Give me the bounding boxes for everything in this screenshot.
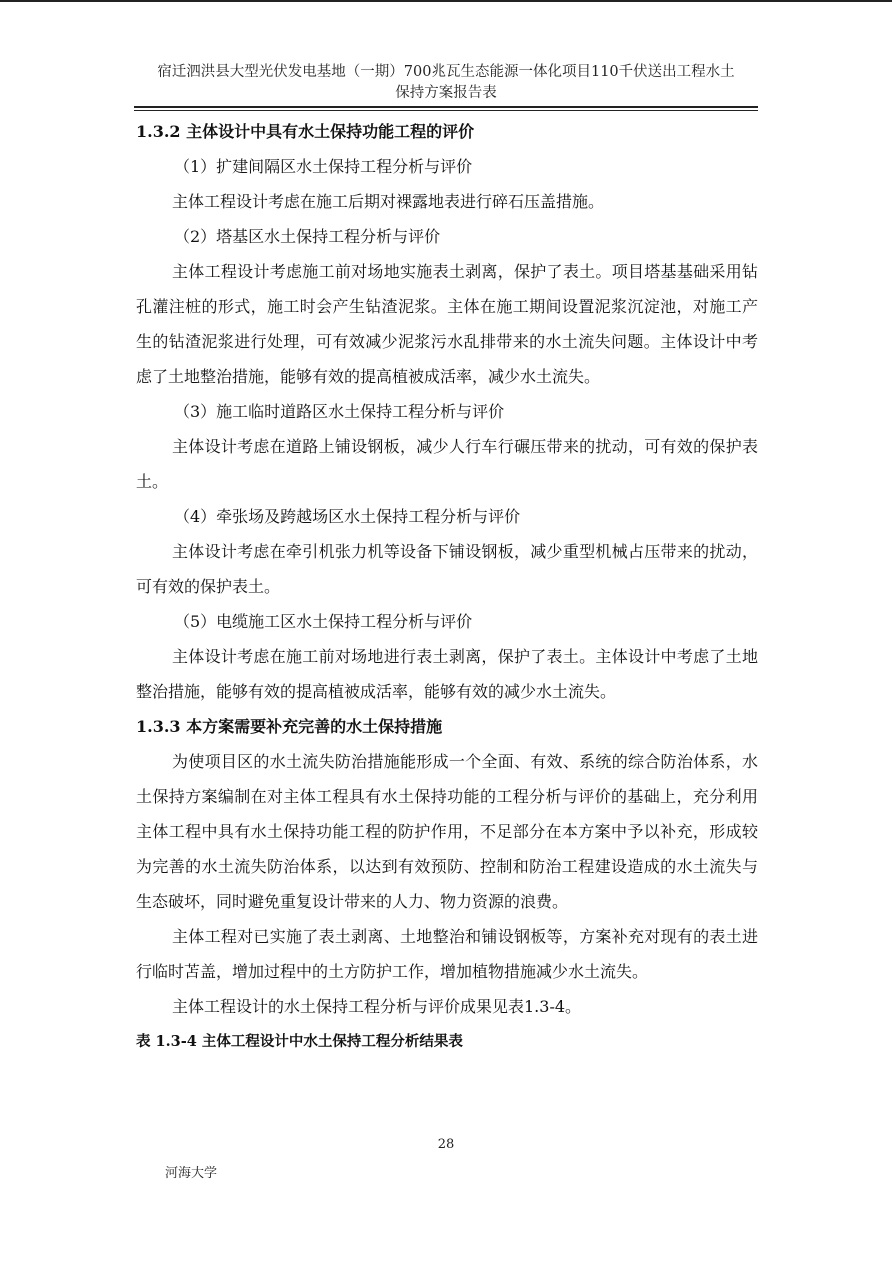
item-title: （1）扩建间隔区水土保持工程分析与评价 <box>174 157 473 176</box>
paragraph: 主体工程对已实施了表土剥离、土地整治和铺设钢板等，方案补充对现有的表土进行临时苫盖，增加过程中的土方防护工作，增加植物措施减少水土流失。 <box>136 927 758 981</box>
section-heading-1-3-2: 1.3.2 主体设计中具有水土保持功能工程的评价 <box>136 122 475 141</box>
item-paragraph: 主体设计考虑在牵引机张力机等设备下铺设钢板，减少重型机械占压带来的扰动，可有效的保护表土。 <box>136 542 758 596</box>
item-title: （2）塔基区水土保持工程分析与评价 <box>174 227 441 246</box>
item-title: （3）施工临时道路区水土保持工程分析与评价 <box>174 402 505 421</box>
paragraph: 为使项目区的水土流失防治措施能形成一个全面、有效、系统的综合防治体系，水土保持方案编制在对主体工程具有水土保持功能的工程分析与评价的基础上，充分利用主体工程中具有水土保持功能工程的防护作用，不足部分在本方案中予以补充，形成较为完善的水土流失防治体系，以达到有效预防、控制和防治工程建设造成的水土流失与生态破坏，同时避免重复设计带来的人力、物力资源的浪费。 <box>136 752 758 911</box>
section-heading-1-3-3: 1.3.3 本方案需要补充完善的水土保持措施 <box>136 717 443 736</box>
header-line-2: 保持方案报告表 <box>395 85 497 101</box>
footer-institution: 河海大学 <box>165 1166 218 1181</box>
item-title: （5）电缆施工区水土保持工程分析与评价 <box>174 612 473 631</box>
header-line-1: 宿迁泗洪县大型光伏发电基地（一期）700兆瓦生态能源一体化项目110千伏送出工程水土 <box>157 64 735 80</box>
body-text <box>136 114 758 1059</box>
page-number: 28 <box>437 1137 455 1152</box>
top-border <box>0 0 892 2</box>
running-header <box>134 62 758 104</box>
header-rule-thin <box>134 110 758 111</box>
header-rule-thick <box>134 106 758 108</box>
table-caption: 表 1.3-4 主体工程设计中水土保持工程分析结果表 <box>136 1033 463 1050</box>
item-paragraph: 主体工程设计考虑施工前对场地实施表土剥离，保护了表土。项目塔基基础采用钻孔灌注桩的形式，施工时会产生钻渣泥浆。主体在施工期间设置泥浆沉淀池，对施工产生的钻渣泥浆进行处理，可有效减少泥浆污水乱排带来的水土流失问题。主体设计中考虑了土地整治措施，能够有效的提高植被成活率，减少水土流失。 <box>136 262 758 386</box>
paragraph: 主体工程设计的水土保持工程分析与评价成果见表1.3-4。 <box>172 997 582 1016</box>
item-paragraph: 主体设计考虑在施工前对场地进行表土剥离，保护了表土。主体设计中考虑了土地整治措施，能够有效的提高植被成活率，能够有效的减少水土流失。 <box>136 647 758 701</box>
item-paragraph: 主体设计考虑在道路上铺设钢板，减少人行车行碾压带来的扰动，可有效的保护表土。 <box>136 437 758 491</box>
item-paragraph: 主体工程设计考虑在施工后期对裸露地表进行碎石压盖措施。 <box>172 192 605 211</box>
item-title: （4）牵张场及跨越场区水土保持工程分析与评价 <box>174 507 521 526</box>
